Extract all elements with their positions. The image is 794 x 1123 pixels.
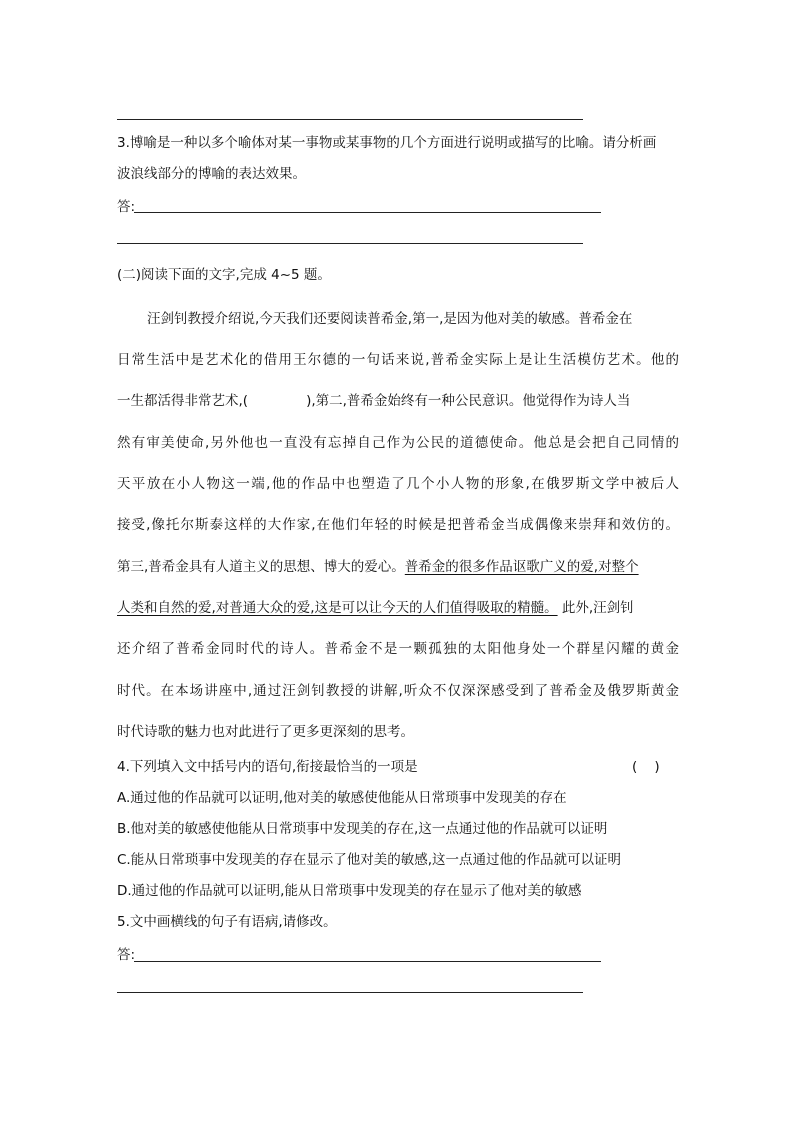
- passage-line: 汪剑钊教授介绍说,今天我们还要阅读普希金,第一,是因为他对美的敏感。普希金在: [147, 311, 633, 327]
- q5-answer-line-1[interactable]: [134, 961, 601, 962]
- q3-stem-line2: 波浪线部分的博喻的表达效果。: [117, 166, 306, 182]
- section-heading: (二)阅读下面的文字,完成 4~5 题。: [117, 267, 331, 283]
- q4-stem: 4.下列填入文中括号内的语句,衔接最恰当的一项是: [117, 759, 418, 775]
- passage-fragment: 一生都活得非常艺术,(: [117, 393, 249, 409]
- q4-option-b[interactable]: B.他对美的敏感使他能从日常琐事中发现美的存在,这一点通过他的作品就可以证明: [117, 821, 608, 837]
- q5-answer-line-2[interactable]: [117, 992, 583, 993]
- q3-answer-line-2[interactable]: [117, 243, 583, 244]
- q4-answer-parens[interactable]: ( ): [632, 759, 660, 775]
- passage-fragment: 第三,普希金具有人道主义的思想、博大的爱心。: [117, 559, 405, 575]
- passage-line: 接受,像托尔斯泰这样的大作家,在他们年轻的时候是把普希金当成偶像来崇拜和效仿的。: [117, 517, 679, 533]
- passage-line: 时代。在本场讲座中,通过汪剑钊教授的讲解,听众不仅深深感受到了普希金及俄罗斯黄金: [117, 683, 679, 699]
- q5-answer-label: 答:: [117, 947, 136, 963]
- q5-stem: 5.文中画横线的句子有语病,请修改。: [117, 914, 337, 930]
- underlined-sentence: 普希金的很多作品讴歌广义的爱,对整个: [404, 559, 639, 575]
- passage-line: 日常生活中是艺术化的借用王尔德的一句话来说,普希金实际上是让生活模仿艺术。他的: [117, 352, 679, 368]
- passage-line: 还介绍了普希金同时代的诗人。普希金不是一颗孤独的太阳他身处一个群星闪耀的黄金: [117, 641, 679, 657]
- passage-fragment: ),第二,普希金始终有一种公民意识。他觉得作为诗人当: [306, 393, 631, 409]
- passage-line: [117, 596, 679, 616]
- passage-fragment: 此外,汪剑钊: [557, 600, 634, 616]
- passage-line: 然有审美使命,另外他也一直没有忘掉自己作为公民的道德使命。他总是会把自己同情的: [117, 435, 679, 451]
- q4-option-c[interactable]: C.能从日常琐事中发现美的存在显示了他对美的敏感,这一点通过他的作品就可以证明: [117, 852, 622, 868]
- q4-option-d[interactable]: D.通过他的作品就可以证明,能从日常琐事中发现美的存在显示了他对美的敏感: [117, 883, 582, 899]
- answer-line-prev: [117, 119, 583, 120]
- passage-line: 时代诗歌的魅力也对此进行了更多更深刻的思考。: [117, 724, 414, 740]
- q3-answer-label: 答:: [117, 199, 136, 215]
- passage-line: 天平放在小人物这一端,他的作品中也塑造了几个小人物的形象,在俄罗斯文学中被后人: [117, 476, 679, 492]
- q3-stem-line1: 3.博喻是一种以多个喻体对某一事物或某事物的几个方面进行说明或描写的比喻。请分析画: [117, 135, 657, 151]
- underlined-sentence: 人类和自然的爱,对普通大众的爱,这是可以让今天的人们值得吸取的精髓。: [117, 600, 558, 616]
- q4-option-a[interactable]: A.通过他的作品就可以证明,他对美的敏感使他能从日常琐事中发现美的存在: [117, 790, 567, 806]
- q3-answer-line-1[interactable]: [134, 212, 601, 213]
- passage-line: [117, 555, 679, 575]
- passage-line: [117, 389, 679, 409]
